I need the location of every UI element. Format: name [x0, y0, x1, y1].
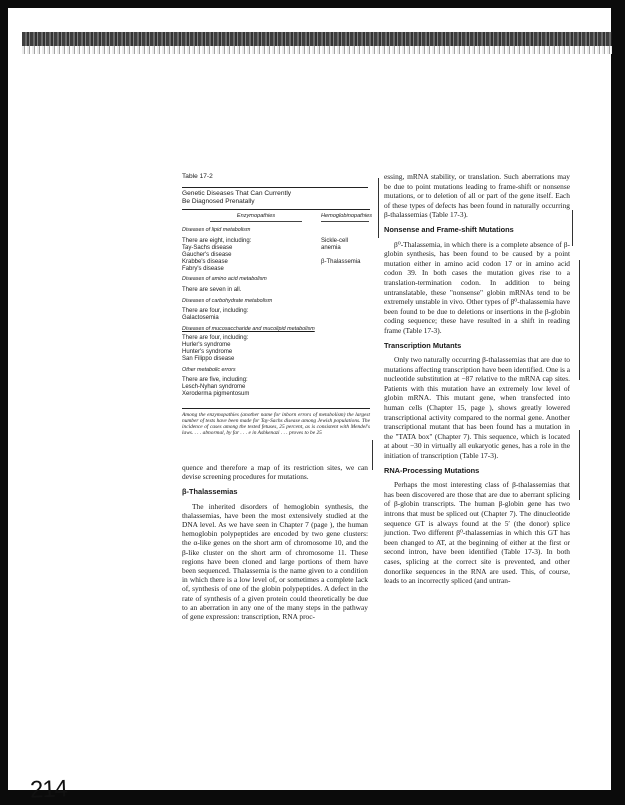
table-item: Krabbe's disease [182, 258, 228, 265]
table-item: Tay-Sachs disease [182, 244, 233, 251]
section-heading-rna-processing: RNA-Processing Mutations [384, 465, 480, 475]
carb-heading: Diseases of carbohydrate metabolism [182, 297, 273, 304]
muco-heading: Diseases of mucosaccharide and mucolipid metabolism [182, 325, 315, 332]
margin-mark [579, 430, 580, 500]
right-column [384, 172, 570, 588]
lipid-heading: Diseases of lipid metabolism [182, 226, 251, 233]
other-heading: Other metabolic errors [182, 366, 236, 373]
amino-count: There are seven in all. [182, 286, 242, 293]
table-item: Xeroderma pigmentosum [182, 390, 250, 397]
lipid-count: There are eight, including: [182, 237, 252, 244]
paragraph: Perhaps the most interesting class of β-thalassemias that has been discovered are those that are due to aberrant splicing of β-globin transcripts. The human β-globin gene has two introns that must be spliced out (Chapter 7). The dinucleotide sequence GT is always found at the 5′ (the donor) splice junction. Two different β⁰-thalassemias in which this GT has been changed to AT, at the beginning of either at the first or second intron, have been identified (Table 17-3). In both cases, splicing at the correct site is prevented, and other donorlike sequences in the RNA are used. This, of course, leads to an incorrectly spliced (and untran- [384, 480, 570, 586]
paragraph: Only two naturally occurring β-thalassemias that are due to mutations affecting transcription have been identified. One is a nucleotide substitution at −87 relative to the mRNA cap sites. Patients with this mutation have an extremely low level of globin mRNA. This mutant gene, when transfected into human cells (Chapter 15, page ), shows greatly lowered transcriptional activity compared to the normal gene. Another transcriptional mutant that has been found has a mutation in the "TATA box" (Chapter 7). This sequence, which is located at about −30 in virtually all eukaryotic genes, has a role in the initiation of transcription (Table 17-3). [384, 355, 571, 461]
section-heading-nonsense: Nonsense and Frame-shift Mutations [384, 224, 514, 234]
section-heading-beta-thalassemias: β-Thalassemias [182, 487, 238, 497]
table-item: Lesch-Nyhan syndrome [182, 383, 246, 390]
left-body-text [182, 463, 368, 625]
table-item: Fabry's disease [182, 265, 224, 272]
table-footnote: Among the enzymopathies (another name for inborn errors of metabolism) the largest number of tests have been made for Tay-Sachs disease among Jewish populations. The incidence of cases among the tested fetuses, 25 percent, as is consistent with Mendel's laws. . . . abnormal, by far . . . e in Ashkenazi . . . proves to be 25 [182, 411, 370, 437]
table-item: Galactosemia [182, 314, 219, 321]
amino-heading: Diseases of amino acid metabolism [182, 275, 267, 282]
paragraph: The inherited disorders of hemoglobin synthesis, the thalassemias, have been the most extensively studied at the DNA level. As we have seen in Chapter 7 (page ), the human hemoglobin polypeptides are encoded by two gene clusters: the α-like genes on the short arm of chromosome 10, and the β-like cluster on the short arm of chromosome 11. These regions have been cloned and large portions of them have been sequenced. Thalassemia is the name given to a condition in which there is a low level of, or sometimes a complete lack of, synthesis of one of the globin polypeptides. A defect in the rate of synthesis of a given protein could theoretically be due to an aberration in any one of the many steps in the pathway of gene expression: transcription, RNA proc- [182, 501, 368, 622]
muco-count: There are four, including: [182, 334, 249, 341]
table-item: San Filippo disease [182, 355, 235, 362]
paragraph: β⁰-Thalassemia, in which there is a complete absence of β-globin synthesis, has been found to be caused by a point mutation either in amino acid codon 17 or in amino acid codon 39. In both cases the mutation gives rise to a translation-termination codon. In addition to being untranslatable, these "nonsense" globin mRNAs tend to be extremely unstable in vivo. Other types of β⁰-thalassemia have been found to be due to deletions or insertions in the β-globin coding sequence; these have resulted in a shift in reading frame (Table 17-3). [384, 239, 570, 335]
col-header-enzymopathies: Enzymopathies [210, 212, 302, 222]
col-header-hemoglobinopathies: Hemoglobinopathies [321, 212, 369, 222]
hemo-item-beta-thalassemia: β-Thalassemia [321, 258, 361, 265]
left-column [182, 172, 372, 622]
margin-mark [372, 440, 373, 470]
margin-mark [378, 178, 379, 238]
margin-mark [572, 210, 573, 246]
carb-count: There are four, including: [182, 307, 249, 314]
other-count: There are five, including: [182, 376, 248, 383]
section-heading-transcription: Transcription Mutants [384, 340, 462, 350]
hemo-item-sickle-cell: Sickle-cell anemia [321, 237, 349, 251]
table-item: Hunter's syndrome [182, 348, 233, 355]
table-item: Gaucher's disease [182, 251, 232, 258]
paragraph: essing, mRNA stability, or translation. Such aberrations may be due to point mutations leading to frame-shift or nonsense mutations, or to deletion of all or part of the gene itself. Each of these types of defects has been found in naturally occurring β-thalassemias (Table 17-3). [384, 172, 570, 220]
disease-table [182, 209, 370, 409]
scan-edge-artifact [22, 32, 612, 54]
handwritten-page-number: 214 [29, 775, 68, 804]
margin-mark [579, 260, 580, 380]
table-number: Table 17-2 [182, 173, 213, 180]
paragraph: quence and therefore a map of its restriction sites, we can devise screening procedures for mutations. [182, 463, 368, 482]
table-item: Hurler's syndrome [182, 341, 231, 348]
table-caption: Genetic Diseases That Can Currently Be Diagnosed Prenatally [182, 187, 368, 206]
